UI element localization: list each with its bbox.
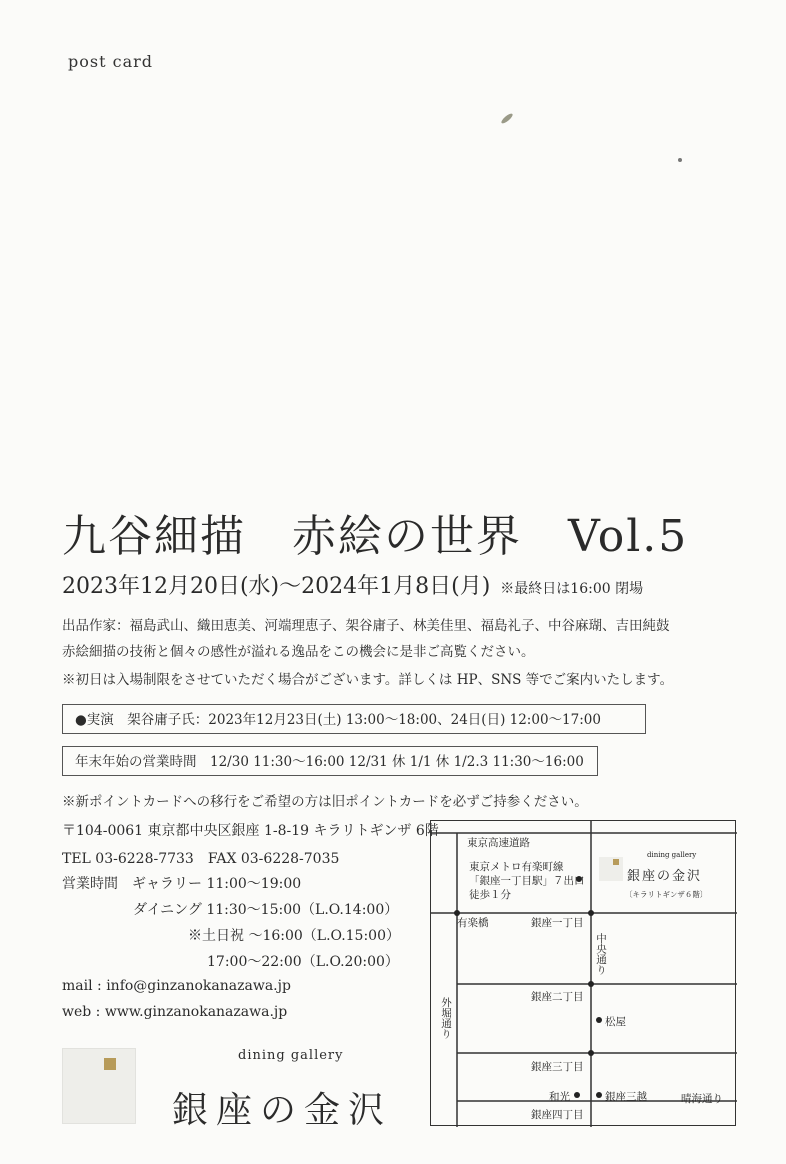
ginza1-marker	[588, 910, 594, 916]
map-logo-gold-square	[613, 859, 619, 865]
exhibition-title: 九谷細描 赤絵の世界 Vol.5	[62, 511, 689, 562]
date-range: 2023年12月20日(水)～2024年1月8日(月)	[62, 574, 491, 599]
logo-subtitle: dining gallery	[238, 1048, 344, 1063]
entry-notice: ※初日は入場制限をさせていただく場合がございます。詳しくは HP、SNS 等でご案内いたします。	[62, 672, 674, 688]
map-label-walk: 徒歩１分	[469, 889, 511, 901]
postcard-label: post card	[68, 52, 153, 71]
map-label-ginza1: 銀座一丁目	[531, 917, 584, 929]
logo-gold-square	[104, 1058, 116, 1070]
map-logo-floor: 〔キラリトギンザ６階〕	[625, 890, 708, 899]
point-card-notice: ※新ポイントカードへの移行をご希望の方は旧ポイントカードを必ずご持参ください。	[62, 794, 588, 810]
logo-name: 銀座の金沢	[172, 1090, 393, 1131]
map-logo-mark	[599, 857, 623, 881]
map-logo-name: 銀座の金沢	[627, 869, 703, 884]
email: mail : info@ginzanokanazawa.jp	[62, 978, 291, 994]
map-label-sotobori-dori: 外堀通り	[440, 997, 452, 1039]
map-label-ginza3: 銀座三丁目	[531, 1061, 584, 1073]
paper-speck	[678, 158, 682, 162]
access-map	[430, 820, 736, 1126]
wako-marker	[574, 1092, 580, 1098]
address: 〒104-0061 東京都中央区銀座 1-8-19 キラリトギンザ 6階	[62, 823, 439, 839]
website: web : www.ginzanokanazawa.jp	[62, 1004, 288, 1020]
mitsukoshi-marker	[596, 1092, 602, 1098]
ginza3-marker	[588, 1050, 594, 1056]
map-label-ginza4: 銀座四丁目	[531, 1109, 584, 1121]
matsuya-marker	[596, 1017, 602, 1023]
hours-holiday-2: 17:00～22:00（L.O.20:00）	[207, 954, 399, 970]
map-label-harumi-dori: 晴海通り	[681, 1093, 723, 1105]
map-logo-subtitle: dining gallery	[647, 851, 697, 859]
exhibition-dates	[62, 569, 643, 600]
hours-holiday-1: ※土日祝 ～16:00（L.O.15:00）	[188, 928, 400, 944]
logo-mark	[62, 1048, 136, 1124]
map-label-expressway: 東京高速道路	[467, 837, 530, 849]
intro-text: 赤絵細描の技術と個々の感性が溢れる逸品をこの機会に是非ご高覧ください。	[62, 644, 535, 660]
map-label-matsuya: 松屋	[605, 1016, 626, 1028]
map-label-ginza2: 銀座二丁目	[531, 991, 584, 1003]
year-end-hours-box: 年末年始の営業時間 12/30 11:30～16:00 12/31 休 1/1 休 1/2.3 11:30～16:00	[62, 746, 598, 776]
ginza2-marker	[588, 981, 594, 987]
map-label-chuo-dori: 中央通り	[595, 933, 607, 975]
demonstration-box: ●実演 架谷庸子氏：2023年12月23日(土) 13:00～18:00、24日(日) 12:00～17:00	[62, 704, 646, 734]
map-label-yurakubashi: 有楽橋	[457, 917, 489, 929]
hours-gallery: 営業時間 ギャラリー 11:00～19:00	[62, 876, 302, 892]
paper-speck	[500, 112, 514, 125]
map-label-station-line: 東京メトロ有楽町線	[469, 861, 564, 873]
hours-dining: ダイニング 11:30～15:00（L.O.14:00）	[133, 902, 399, 918]
map-label-mitsukoshi: 銀座三越	[605, 1091, 647, 1103]
map-label-station-exit: 「銀座一丁目駅」７出口	[469, 875, 585, 887]
phone-fax: TEL 03-6228-7733 FAX 03-6228-7035	[62, 851, 340, 867]
artists-list: 出品作家：福島武山、織田恵美、河端理恵子、架谷庸子、林美佳里、福島礼子、中谷麻瑚、吉田純鼓	[62, 618, 670, 634]
map-label-wako: 和光	[549, 1091, 570, 1103]
closing-note: ※最終日は16:00 閉場	[500, 581, 644, 597]
